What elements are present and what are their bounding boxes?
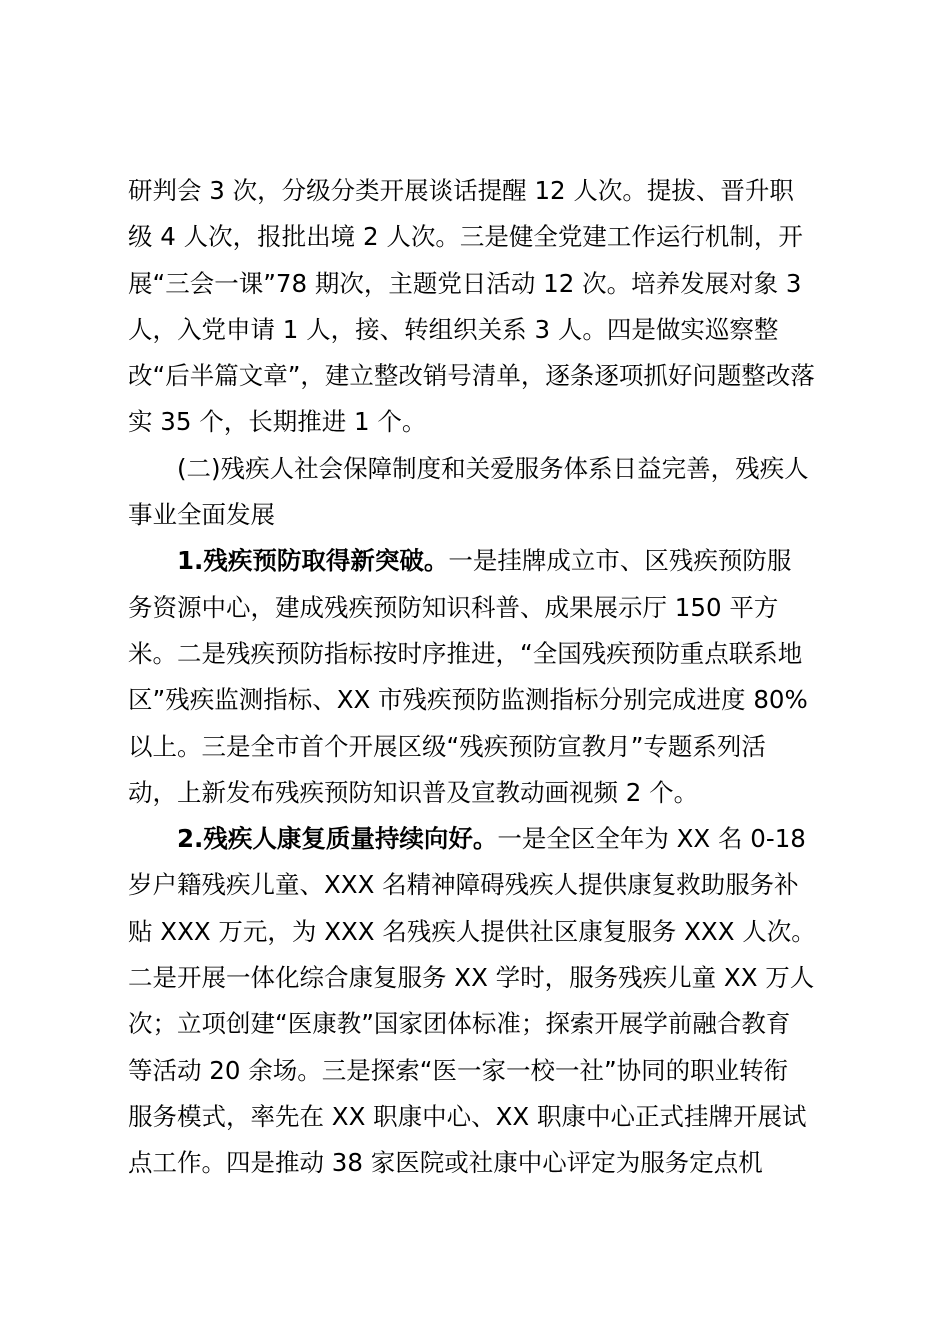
subsection-heading: 2.残疾人康复质量持续向好。 — [177, 824, 498, 854]
paragraph-line: 岁户籍残疾儿童、XXX 名精神障碍残疾人提供康复救助服务补 — [128, 870, 799, 900]
paragraph-line: 等活动 20 余场。三是探索“医一家一校一社”协同的职业转衔 — [128, 1055, 789, 1085]
paragraph-line: 点工作。四是推动 38 家医院或社康中心评定为服务定点机 — [128, 1148, 763, 1178]
document-body — [128, 168, 832, 1187]
paragraph-line: 级 4 人次，报批出境 2 人次。三是健全党建工作运行机制，开 — [128, 222, 803, 252]
subsection-first-line — [128, 538, 832, 584]
subsection-first-line — [128, 816, 832, 862]
paragraph-line: 二是开展一体化综合康复服务 XX 学时，服务残疾儿童 XX 万人 — [128, 963, 815, 993]
paragraph-line: 次；立项创建“医康教”国家团体标准；探索开展学前融合教育 — [128, 1009, 791, 1039]
subsection-text: 一是全区全年为 XX 名 0-18 — [497, 824, 806, 854]
paragraph-line: 贴 XXX 万元，为 XXX 名残疾人提供社区康复服务 XXX 人次。 — [128, 916, 816, 946]
section-heading-line: 事业全面发展 — [128, 500, 275, 530]
subsection-heading: 1.残疾预防取得新突破。 — [177, 546, 449, 576]
paragraph-line: 以上。三是全市首个开展区级“残疾预防宣教月”专题系列活 — [128, 731, 766, 761]
paragraph-line: 展“三会一课”78 期次，主题党日活动 12 次。培养发展对象 3 — [128, 268, 802, 298]
paragraph-line: 研判会 3 次，分级分类开展谈话提醒 12 人次。提拔、晋升职 — [128, 176, 794, 205]
section-heading-line: (二)残疾人社会保障制度和关爱服务体系日益完善，残疾人 — [177, 453, 809, 483]
paragraph-line: 务资源中心，建成残疾预防知识科普、成果展示厅 150 平方 — [128, 592, 779, 622]
paragraph-line: 米。二是残疾预防指标按时序推进，“全国残疾预防重点联系地 — [128, 638, 803, 668]
paragraph-line: 人，入党申请 1 人，接、转组织关系 3 人。四是做实巡察整 — [128, 314, 779, 344]
paragraph-line: 改“后半篇文章”，建立整改销号清单，逐条逐项抓好问题整改落 — [128, 361, 815, 391]
subsection-text: 一是挂牌成立市、区残疾预防服 — [448, 546, 792, 576]
paragraph-line: 服务模式，率先在 XX 职康中心、XX 职康中心正式挂牌开展试 — [128, 1101, 807, 1131]
paragraph-line: 动，上新发布残疾预防知识普及宣教动画视频 2 个。 — [128, 777, 699, 807]
paragraph-line: 区”残疾监测指标、XX 市残疾预防监测指标分别完成进度 80% — [128, 685, 808, 715]
paragraph-line: 实 35 个，长期推进 1 个。 — [128, 407, 427, 437]
